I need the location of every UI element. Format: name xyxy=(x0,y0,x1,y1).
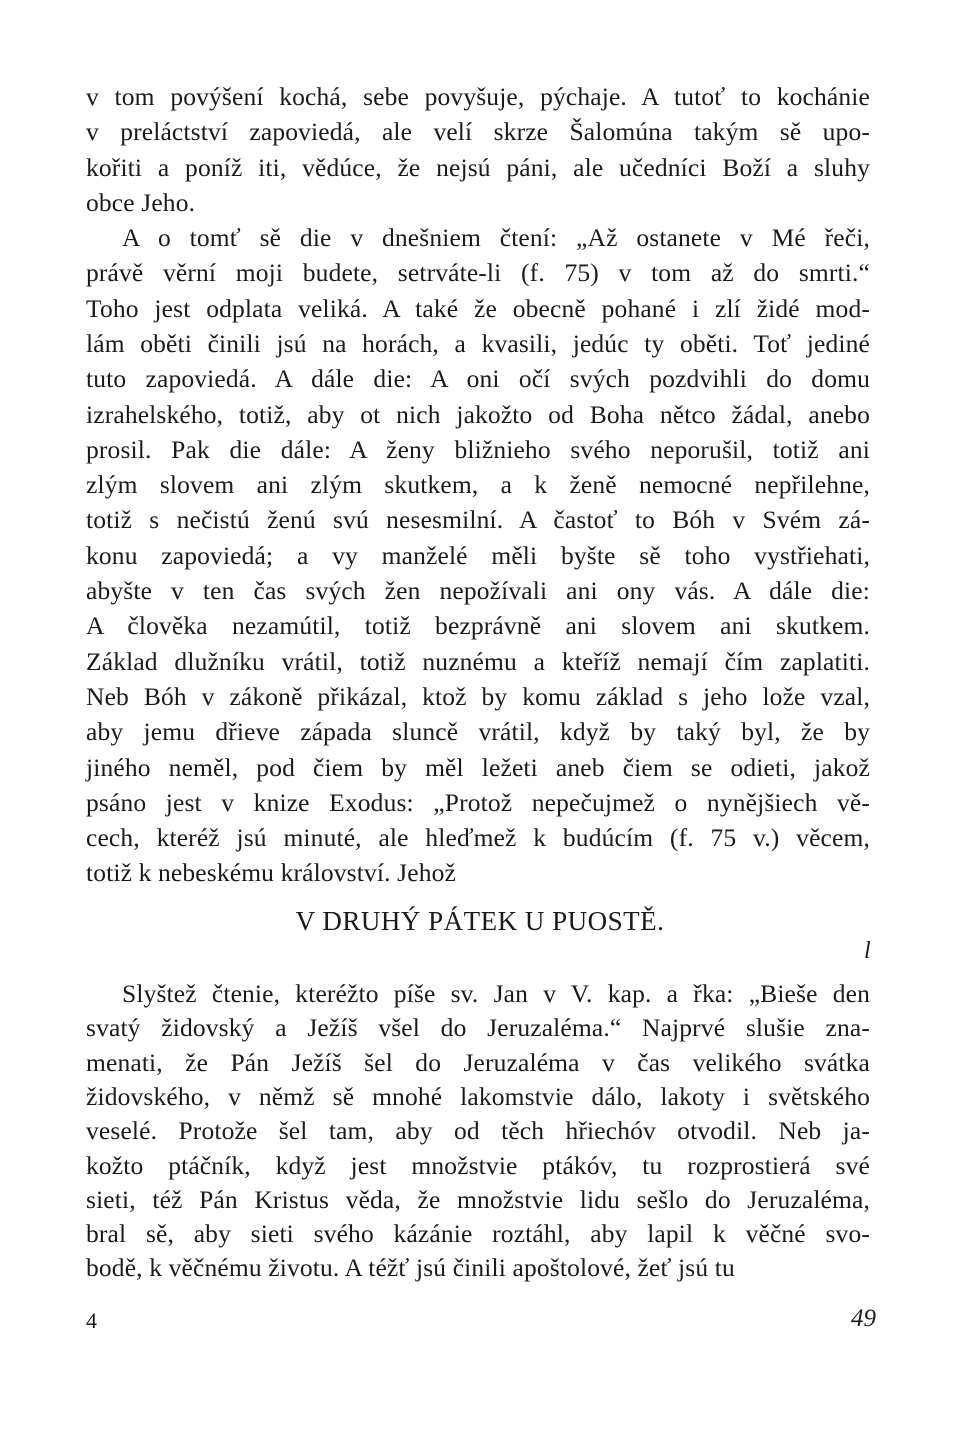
text-line: zlým slovem ani zlým skutkem, a k ženě nemocné nepřilehne, xyxy=(86,470,870,500)
text-line: totiž s nečistú ženú svú nesesmilní. A častoť to Bóh v Svém zá- xyxy=(86,505,870,535)
text-line: izrahelského, totiž, aby ot nich jakožto od Boha nětco žádal, anebo xyxy=(86,399,870,429)
text-line: aby jemu dřieve západa sluncě vrátil, když by taký byl, že by xyxy=(86,717,870,747)
text-line: menati, že Pán Ježíš šel do Jeruzaléma v čas velikého svátka xyxy=(86,1047,870,1077)
text-line: A člověka nezamútil, totiž bezprávně ani slovem ani skutkem. xyxy=(86,611,870,641)
text-line: Slyštež čtenie, kteréžto píše sv. Jan v V. kap. a řka: „Bieše den xyxy=(122,979,870,1008)
text-line: A o tomť sě die v dnešniem čtení: „Až ostanete v Mé řeči, xyxy=(122,223,870,252)
text-line: tuto zapoviedá. A dále die: A oni očí svých pozdvihli do domu xyxy=(86,364,870,394)
text-line: cech, kteréž jsú minuté, ale hleďmež k budúcím (f. 75 v.) věcem, xyxy=(86,823,870,853)
text-line: v tom povýšení kochá, sebe povyšuje, pýchaje. A tutoť to kochánie xyxy=(86,82,870,111)
text-line: obce Jeho. xyxy=(86,187,196,217)
text-line: totiž k nebeskému království. Jehož xyxy=(86,858,456,888)
page-number: 49 xyxy=(851,1305,876,1332)
text-line: židovského, v němž sě mnohé lakomstvie dálo, lakoty i světského xyxy=(86,1081,870,1111)
text-line: prosil. Pak die dále: A ženy bližnieho svého neporušil, totiž ani xyxy=(86,434,870,464)
text-line: bral sě, aby sieti svého kázánie roztáhl, aby lapil k věčné svo- xyxy=(86,1219,870,1249)
text-line: kožto ptáčník, když jest množstvie ptákóv, tu rozprostierá své xyxy=(86,1150,870,1180)
text-line: Základ dlužníku vrátil, totiž nuznému a kteříž nemají čím zaplatiti. xyxy=(86,646,870,676)
section-heading: V DRUHÝ PÁTEK U PUOSTĚ. xyxy=(295,906,665,936)
text-line: Neb Bóh v zákoně přikázal, ktož by komu základ s jeho lože vzal, xyxy=(86,681,870,711)
text-line: svatý židovský a Ježíš všel do Jeruzaléma.“ Najprvé slušie zna- xyxy=(86,1013,870,1043)
margin-mark: l xyxy=(864,938,871,964)
text-line: lám oběti činili jsú na horách, a kvasili, jedúc ty oběti. Toť jediné xyxy=(86,328,870,358)
text-line: abyšte v ten čas svých žen nepožívali ani ony vás. A dále die: xyxy=(86,576,870,605)
text-line: v preláctství zapoviedá, ale velí skrze Šalomúna takým sě upo- xyxy=(86,117,870,147)
text-line: kořiti a poníž iti, vědúce, že nejsú páni, ale učedníci Boží a sluhy xyxy=(86,152,870,182)
text-line: bodě, k věčnému životu. A téžť jsú činili apoštolové, žeť jsú tu xyxy=(86,1253,735,1283)
text-line: jiného neměl, pod čiem by měl ležeti aneb čiem se odieti, jakož xyxy=(86,752,870,782)
text-line: psáno jest v knize Exodus: „Protož nepečujmež o nynějšiech vě- xyxy=(86,787,870,817)
text-line: Toho jest odplata veliká. A také že obecně pohané i zlí židé mod- xyxy=(86,293,870,323)
text-line: sieti, též Pán Kristus věda, že množstvie lidu sešlo do Jeruzaléma, xyxy=(86,1184,870,1214)
text-line: právě věrní moji budete, setrváte-li (f. 75) v tom až do smrti.“ xyxy=(86,258,870,288)
text-line: veselé. Protože šel tam, aby od těch hřiechóv otvodil. Neb ja- xyxy=(86,1116,870,1146)
printer-signature: 4 xyxy=(86,1308,97,1333)
text-line: konu zapoviedá; a vy manželé měli byšte sě toho vystřiehati, xyxy=(86,540,870,570)
